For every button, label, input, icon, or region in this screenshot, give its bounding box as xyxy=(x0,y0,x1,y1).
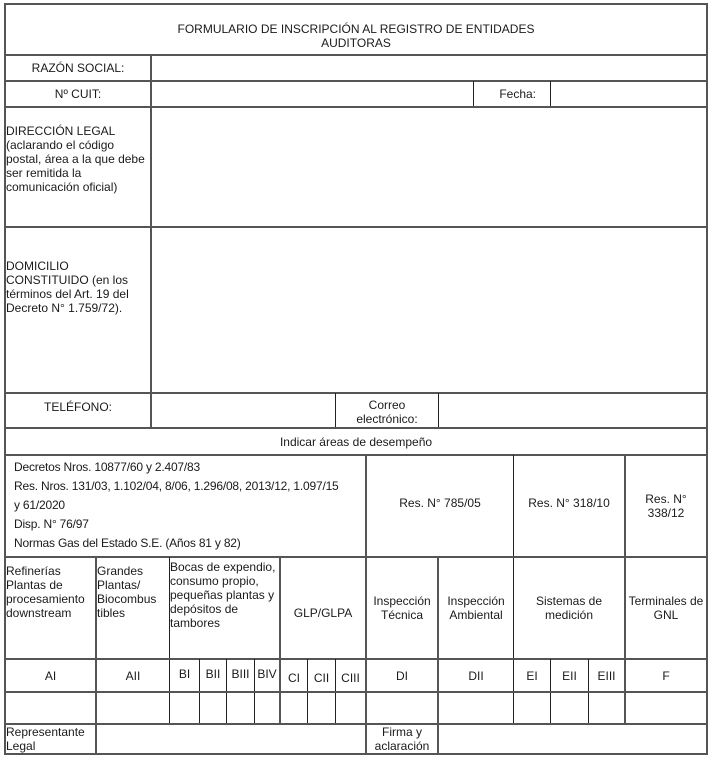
select-AII[interactable] xyxy=(97,693,169,723)
category-inspeccion-tecnica xyxy=(367,558,437,658)
domicilio-label-line: términos del Art. 19 del xyxy=(6,287,129,301)
category-line: Plantas de xyxy=(6,578,63,592)
areas-heading: Indicar áreas de desempeño xyxy=(279,434,433,449)
direccion-label-line: DIRECCIÓN LEGAL xyxy=(6,124,116,138)
correo-field[interactable] xyxy=(440,394,706,427)
firma-line: aclaración xyxy=(374,739,430,753)
domicilio-label-line: DOMICILIO xyxy=(6,259,69,273)
code-BI: BI xyxy=(178,667,191,681)
domicilio-label-line: CONSTITUIDO (en los xyxy=(6,273,129,287)
category-line: Refinerías xyxy=(6,564,61,578)
correo-label-line: electrónico: xyxy=(356,411,418,426)
border-right xyxy=(706,3,708,755)
divider xyxy=(550,81,551,107)
representante-line: Legal xyxy=(6,739,36,753)
res-338-line: 338/12 xyxy=(647,506,685,520)
direccion-legal-field[interactable] xyxy=(152,108,706,226)
code-CIII: CIII xyxy=(341,670,360,685)
select-F[interactable] xyxy=(626,693,706,723)
res-785-label: Res. N° 785/05 xyxy=(399,496,481,510)
category-refinerias xyxy=(6,558,95,658)
representante-legal-label xyxy=(6,725,95,753)
regulation-line: Normas Gas del Estado S.E. (Años 81 y 82) xyxy=(14,536,241,550)
category-sistemas-medicion xyxy=(514,558,624,658)
firma-aclaracion-label xyxy=(367,725,437,753)
fecha-field[interactable] xyxy=(552,82,706,106)
category-line: Biocombus xyxy=(97,592,157,606)
border-bottom xyxy=(4,753,708,755)
direccion-label-line: comunicación oficial) xyxy=(6,180,118,194)
category-line: pequeñas plantas y xyxy=(170,588,275,602)
code-BIV: BIV xyxy=(257,667,277,681)
code-EII: EII xyxy=(562,668,577,683)
select-AI[interactable] xyxy=(6,693,95,723)
select-BII[interactable] xyxy=(200,693,226,723)
correo-label xyxy=(336,394,438,427)
select-BIV[interactable] xyxy=(255,693,279,723)
razon-social-field[interactable] xyxy=(152,56,706,80)
category-line: Técnica xyxy=(380,608,424,622)
form-title-line1: FORMULARIO DE INSCRIPCIÓN AL REGISTRO DE ENTIDADES xyxy=(177,21,535,36)
direccion-label-line: postal, área a la que debe xyxy=(6,152,145,166)
res-338-label xyxy=(626,456,706,556)
firma-line: Firma y xyxy=(382,725,422,739)
select-BI[interactable] xyxy=(170,693,199,723)
code-AI: AI xyxy=(44,668,57,683)
category-bocas-expendio xyxy=(170,558,279,658)
regulation-line: y 61/2020 xyxy=(14,498,65,512)
code-CI: CI xyxy=(288,670,300,685)
select-CII[interactable] xyxy=(308,693,335,723)
divider xyxy=(438,393,439,427)
category-line: tibles xyxy=(97,606,126,620)
category-line: procesamiento xyxy=(6,592,85,606)
razon-social-label: RAZÓN SOCIAL: xyxy=(31,61,125,75)
code-DI: DI xyxy=(396,668,408,683)
select-DII[interactable] xyxy=(439,693,513,723)
category-line: depósitos de xyxy=(170,602,239,616)
code-DII: DII xyxy=(468,668,484,683)
code-EI: EI xyxy=(526,668,538,683)
category-line: Terminales de xyxy=(628,594,704,608)
code-BIII: BIII xyxy=(231,667,250,681)
telefono-label: TELÉFONO: xyxy=(43,400,112,414)
domicilio-constituido-field[interactable] xyxy=(152,228,706,392)
regulation-line: Res. Nros. 131/03, 1.102/04, 8/06, 1.296/08, 2013/12, 1.097/15 xyxy=(14,479,339,493)
category-line: tambores xyxy=(170,616,221,630)
category-line: consumo propio, xyxy=(170,574,259,588)
category-line: Bocas de expendio, xyxy=(170,560,276,574)
code-EIII: EIII xyxy=(597,668,616,683)
regulation-line: Disp. N° 76/97 xyxy=(14,517,89,531)
code-BII: BII xyxy=(205,667,221,681)
cuit-field[interactable] xyxy=(152,82,472,106)
domicilio-constituido-label xyxy=(6,228,150,392)
form-title xyxy=(6,5,706,54)
res-318-label: Res. N° 318/10 xyxy=(528,496,610,510)
regulations-group-a xyxy=(14,458,362,555)
representante-line: Representante xyxy=(6,725,85,739)
firma-aclaracion-field[interactable] xyxy=(439,725,706,753)
fecha-label: Fecha: xyxy=(499,87,536,101)
category-line: medición xyxy=(544,608,594,622)
select-BIII[interactable] xyxy=(227,693,254,723)
category-inspeccion-ambiental xyxy=(439,558,513,658)
category-line: Inspección xyxy=(373,594,431,608)
code-AII: AII xyxy=(125,668,141,683)
select-EIII[interactable] xyxy=(589,693,624,723)
select-CIII[interactable] xyxy=(336,693,365,723)
select-DI[interactable] xyxy=(367,693,437,723)
regulation-line: Decretos Nros. 10877/60 y 2.407/83 xyxy=(14,460,200,474)
category-line: Plantas/ xyxy=(97,578,141,592)
direccion-label-line: (aclarando el código xyxy=(6,138,115,152)
telefono-field[interactable] xyxy=(152,394,334,427)
code-F: F xyxy=(662,668,670,683)
code-CII: CII xyxy=(313,670,330,685)
domicilio-label-line: Decreto N° 1.759/72). xyxy=(6,301,123,315)
representante-legal-field[interactable] xyxy=(97,725,365,753)
correo-label-line: Correo xyxy=(368,397,406,412)
form-title-line2: AUDITORAS xyxy=(321,35,391,50)
category-line: GNL xyxy=(653,608,679,622)
select-EII[interactable] xyxy=(551,693,588,723)
select-EI[interactable] xyxy=(514,693,550,723)
cuit-label: Nº CUIT: xyxy=(54,87,102,101)
category-terminales-gnl xyxy=(626,558,706,658)
category-grandes-plantas xyxy=(97,558,169,658)
category-glp: GLP/GLPA xyxy=(293,606,353,620)
direccion-legal-label xyxy=(6,108,150,226)
select-CI[interactable] xyxy=(281,693,307,723)
category-line: Sistemas de xyxy=(535,594,603,608)
direccion-label-line: ser remitida la xyxy=(6,166,82,180)
category-line: Ambiental xyxy=(449,608,503,622)
category-line: downstream xyxy=(6,606,72,620)
res-338-line: Res. N° xyxy=(645,492,687,506)
category-line: Inspección xyxy=(447,594,505,608)
category-line: Grandes xyxy=(97,564,144,578)
